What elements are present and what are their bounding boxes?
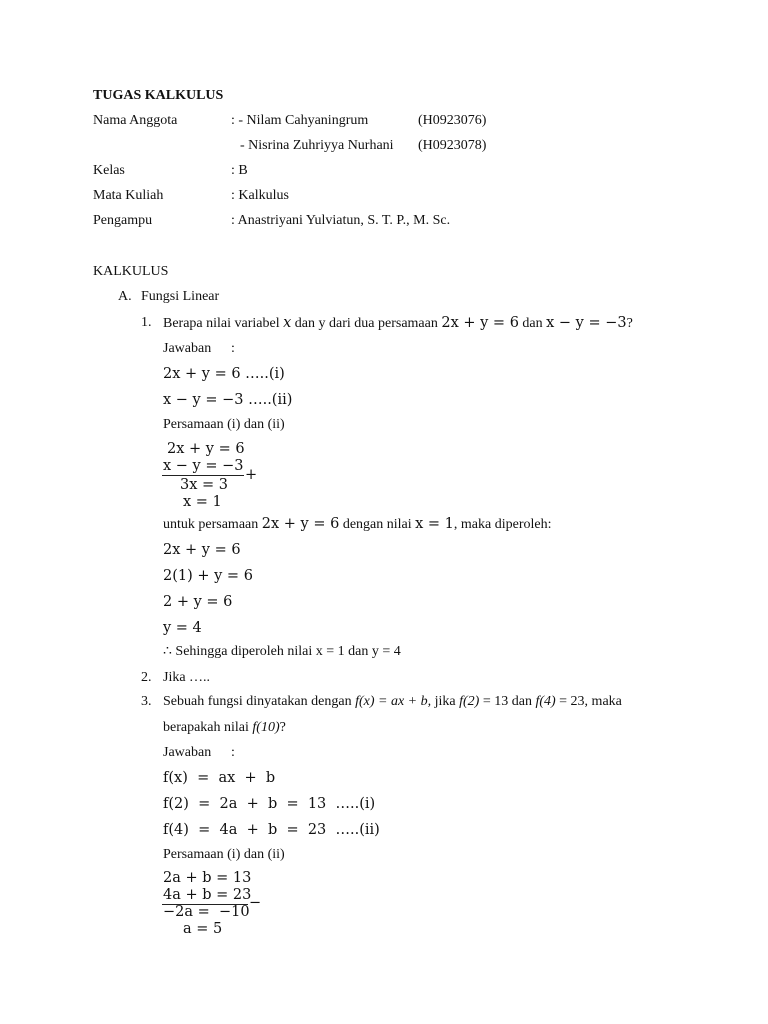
q3-fx: f(x) = ax + b,	[355, 694, 432, 709]
q1-text-c: dan	[522, 316, 543, 331]
q1-conclusion: ∴ Sehingga diperoleh nilai x = 1 dan y = 4	[163, 644, 401, 659]
q1-elim-rule	[162, 475, 244, 476]
q1-step-1: 2x + y = 6	[163, 542, 241, 558]
q3-elim-line-2: 4a + b = 23	[163, 887, 252, 903]
q3-f4: f(4)	[535, 694, 556, 709]
q1-then-a: untuk persamaan	[163, 517, 259, 532]
q1-eq2: x − y = −3	[546, 315, 627, 331]
q1-step-4: y = 4	[163, 620, 202, 636]
course-label: Mata Kuliah	[93, 188, 164, 203]
q3-f10: f(10)	[252, 720, 280, 735]
member-2-id: (H0923078)	[418, 138, 487, 153]
lecturer-value: : Anastriyani Yulviatun, S. T. P., M. Sc.	[231, 213, 451, 228]
q1-then-x: x = 1	[415, 516, 454, 532]
q1-elim-x-value: x = 1	[183, 494, 222, 510]
course-value: : Kalkulus	[231, 188, 289, 203]
q1-equation-ii: x − y = −3 …..(ii)	[163, 392, 293, 408]
q1-elim-line-2: x − y = −3	[163, 458, 244, 474]
lecturer-label: Pengampu	[93, 213, 153, 228]
q3-answer-label: Jawaban	[163, 745, 212, 760]
q3-text-d: = 23, maka	[559, 694, 622, 709]
q1-elimination-label: Persamaan (i) dan (ii)	[163, 417, 285, 432]
section-title: KALKULUS	[93, 264, 169, 279]
q1-var-x: x	[283, 315, 292, 331]
q3-text-f: ?	[279, 720, 286, 735]
q1-text-b: dan y dari dua persamaan	[294, 316, 438, 331]
q3-elim-a-value: a = 5	[183, 921, 223, 937]
q1-then-eq: 2x + y = 6	[261, 516, 340, 532]
q3-elim-line-1: 2a + b = 13	[163, 870, 252, 886]
q1-substitution-line	[163, 516, 551, 533]
q3-number: 3.	[141, 694, 152, 709]
q3-f2: f(2)	[459, 694, 480, 709]
q1-elim-line-1: 2x + y = 6	[167, 441, 245, 457]
member-1-name: : - Nilam Cahyaningrum	[231, 113, 369, 128]
class-label: Kelas	[93, 163, 125, 178]
q1-then-c: , maka diperoleh:	[453, 517, 552, 532]
q3-equation-ii: f(4) = 4a + b = 23 …..(ii)	[163, 822, 380, 838]
members-label: Nama Anggota	[93, 113, 178, 128]
q1-text-d: ?	[626, 316, 633, 331]
q3-function-def: f(x) = ax + b	[163, 770, 276, 786]
subsection-marker: A.	[118, 289, 132, 304]
q1-question	[163, 315, 633, 332]
q1-step-3: 2 + y = 6	[163, 594, 233, 610]
q2-text: Jika …..	[163, 670, 211, 685]
q3-elim-operator: −	[249, 895, 262, 911]
q1-answer-label: Jawaban	[163, 341, 212, 356]
q3-elimination-label: Persamaan (i) dan (ii)	[163, 847, 285, 862]
member-1-id: (H0923076)	[418, 113, 487, 128]
class-value: : B	[231, 163, 248, 178]
q1-equation-i: 2x + y = 6 …..(i)	[163, 366, 285, 382]
q3-text-c: = 13 dan	[482, 694, 532, 709]
q3-question-line-1	[163, 694, 622, 710]
q3-answer-colon: :	[231, 745, 235, 760]
q3-question-line-2	[163, 720, 286, 736]
q1-elim-operator: +	[245, 467, 258, 483]
q3-text-a: Sebuah fungsi dinyatakan dengan	[163, 694, 352, 709]
member-2-name: - Nisrina Zuhriyya Nurhani	[240, 138, 394, 153]
document-title: TUGAS KALKULUS	[93, 88, 224, 103]
q3-equation-i: f(2) = 2a + b = 13 …..(i)	[163, 796, 376, 812]
q2-number: 2.	[141, 670, 152, 685]
q1-eq1: 2x + y = 6	[441, 315, 519, 331]
q3-text-e: berapakah nilai	[163, 720, 249, 735]
q1-elim-result: 3x = 3	[180, 477, 228, 493]
q1-answer-colon: :	[231, 341, 235, 356]
q1-then-b: dengan nilai	[342, 517, 412, 532]
q1-step-2: 2(1) + y = 6	[163, 568, 253, 584]
q3-elim-result: −2a = −10	[163, 904, 250, 920]
q1-number: 1.	[141, 315, 152, 330]
q3-text-b: jika	[434, 694, 456, 709]
subsection-title: Fungsi Linear	[141, 289, 220, 304]
q1-text-a: Berapa nilai variabel	[163, 316, 280, 331]
